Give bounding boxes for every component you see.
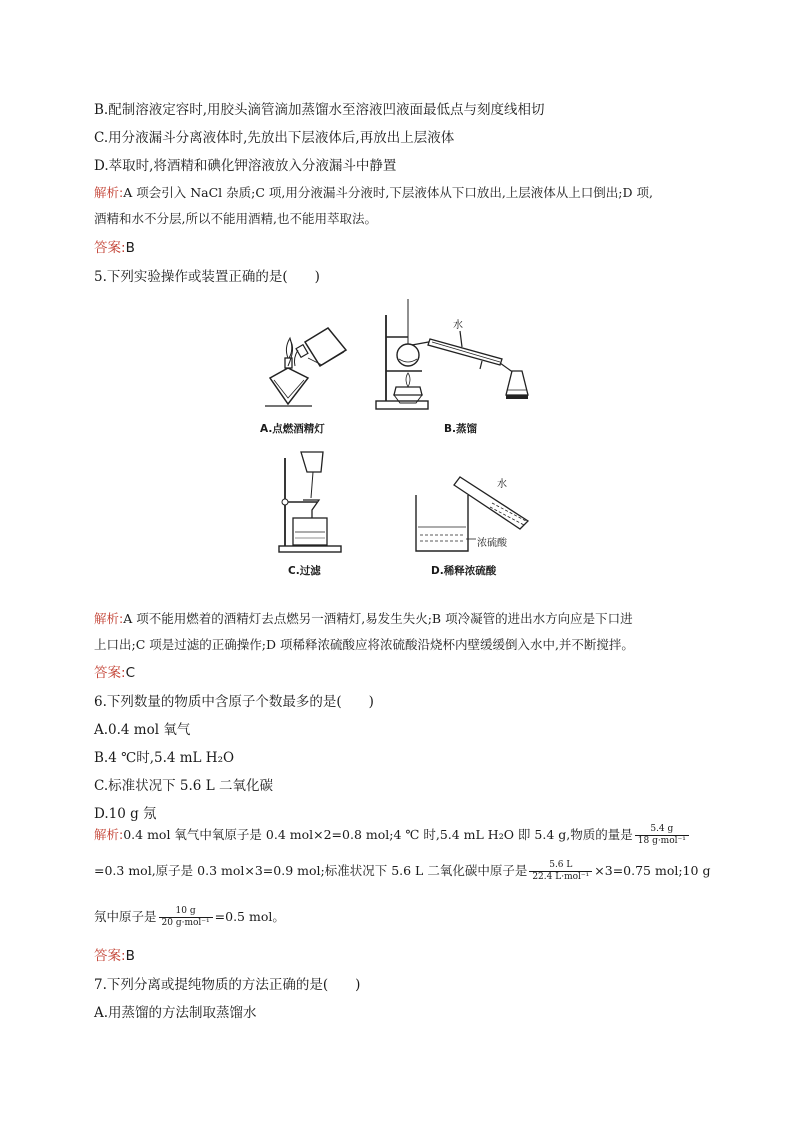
q4-analysis-line-1 — [94, 184, 653, 202]
figure-a-caption: A.点燃酒精灯 — [260, 423, 325, 435]
fraction: $\frac{10 g}{\text{20 g·mol⁻¹}}$ — [159, 906, 213, 929]
answer-value: B — [125, 240, 135, 256]
answer-label: 答案: — [94, 240, 126, 256]
figure-b-water-label: 水 — [453, 320, 463, 331]
figure-c-caption: C.过滤 — [288, 565, 321, 577]
answer-value: B — [125, 948, 135, 964]
figure-d-acid-label: 浓硫酸 — [477, 538, 507, 549]
q5-analysis-text: A 项不能用燃着的酒精灯去点燃另一酒精灯,易发生失火;B 项冷凝管的进出水方向应是下口进 — [123, 611, 633, 626]
option-d-text: D.萃取时,将酒精和碘化钾溶液放入分液漏斗中静置 — [94, 158, 397, 174]
q7-stem: 7.下列分离或提纯物质的方法正确的是( ) — [94, 977, 361, 993]
fraction: $\frac{5.6 L}{\text{22.4 L·mol⁻¹}}$ — [529, 860, 592, 883]
answer-label: 答案: — [94, 948, 126, 964]
q5-stem: 5.下列实验操作或装置正确的是( ) — [94, 269, 320, 285]
q6-option-d: D.10 g 氖 — [94, 806, 157, 822]
option-c-text: C.用分液漏斗分离液体时,先放出下层液体后,再放出上层液体 — [94, 130, 455, 146]
figure-b-caption: B.蒸馏 — [444, 423, 477, 435]
figure-d-dilution — [410, 475, 535, 555]
figure-d-caption: D.稀释浓硫酸 — [431, 565, 497, 577]
answer-value: C — [125, 665, 135, 681]
fraction: $\frac{5.4 g}{\text{18 g·mol⁻¹}}$ — [635, 824, 689, 847]
figure-b-distillation — [372, 295, 532, 415]
q5-answer — [94, 664, 135, 682]
q5-analysis-line-1 — [94, 610, 633, 628]
q4-analysis-line-2: 酒精和水不分层,所以不能用酒精,也不能用萃取法。 — [94, 211, 377, 226]
q6-analysis-line-1 — [94, 820, 691, 850]
answer-label: 答案: — [94, 665, 126, 681]
q6-option-a: A.0.4 mol 氧气 — [94, 722, 191, 738]
q6-option-b: B.4 ℃时,5.4 mL H₂O — [94, 750, 235, 766]
figure-d-water-label: 水 — [497, 479, 507, 490]
option-b-text: B.配制溶液定容时,用胶头滴管滴加蒸馏水至溶液凹液面最低点与刻度线相切 — [94, 102, 545, 118]
figure-c-filtration — [275, 448, 365, 558]
q5-analysis-line-2: 上口出;C 项是过滤的正确操作;D 项稀释浓硫酸应将浓硫酸沿烧杯内壁缓缓倒入水中,并不断搅拌。 — [94, 637, 634, 652]
q6-answer — [94, 947, 135, 965]
q4-analysis-text: A 项会引入 NaCl 杂质;C 项,用分液漏斗分液时,下层液体从下口放出,上层液体从上口倒出;D 项, — [123, 185, 653, 200]
q7-option-a: A.用蒸馏的方法制取蒸馏水 — [94, 1005, 257, 1021]
q6-stem: 6.下列数量的物质中含原子个数最多的是( ) — [94, 694, 374, 710]
figure-a-alcohol-lamps — [260, 318, 355, 413]
q6-analysis-line-3: 氖中原子是 $\frac{10 g}{\text{20 g·mol⁻¹}}$ =0.5 mol。 — [94, 906, 285, 928]
q6-analysis-line-2: =0.3 mol,原子是 0.3 mol×3=0.9 mol;标准状况下 5.6 L 二氧化碳中原子是 $\frac{5.6 L}{\text{22.4 L·mol⁻¹}}$ ×3=0.75 mol;10 g — [94, 860, 711, 882]
analysis-label: 解析: — [94, 827, 124, 842]
analysis-label: 解析: — [94, 611, 124, 626]
q6-analysis-text: 0.4 mol 氧气中氧原子是 0.4 mol×2=0.8 mol;4 ℃ 时,5.4 mL H₂O 即 5.4 g,物质的量是 — [123, 827, 633, 842]
analysis-label: 解析: — [94, 185, 124, 200]
q6-option-c: C.标准状况下 5.6 L 二氧化碳 — [94, 778, 273, 794]
q4-answer — [94, 239, 135, 257]
